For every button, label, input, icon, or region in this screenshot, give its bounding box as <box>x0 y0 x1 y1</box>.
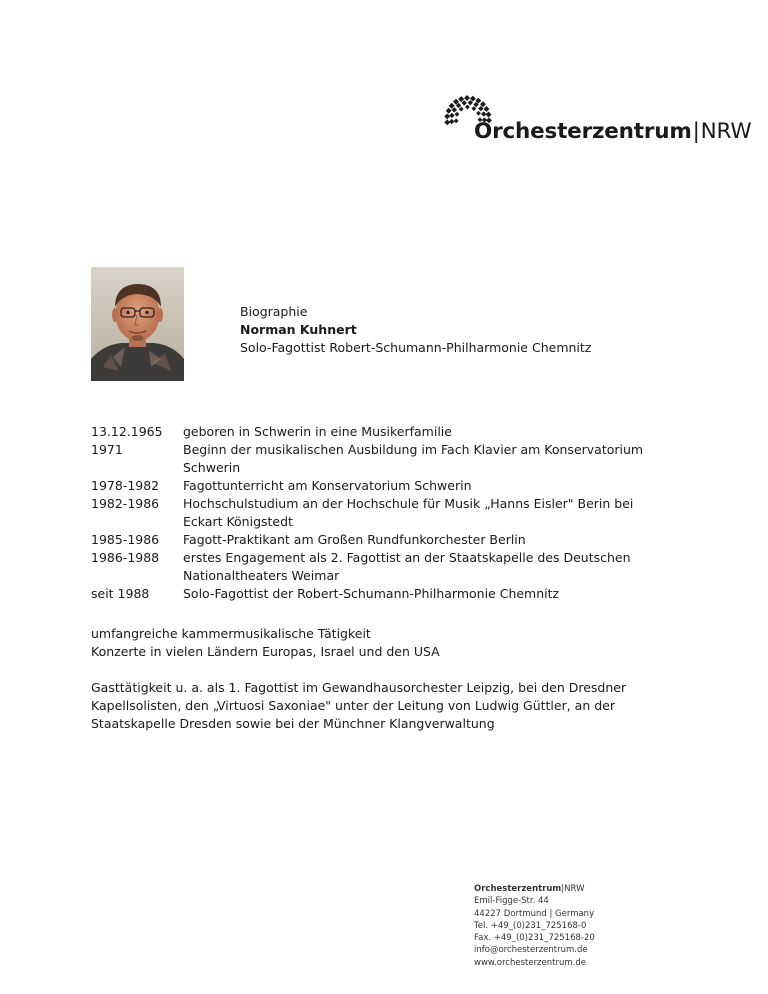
footer-address <box>474 883 595 969</box>
logo-dot <box>444 113 450 119</box>
logo-dot <box>481 111 486 116</box>
timeline-description <box>183 441 691 477</box>
description-line: Eckart Königstedt <box>183 514 293 529</box>
paragraph-line: umfangreiche kammermusikalische Tätigkeit <box>91 626 371 641</box>
logo-dot <box>476 111 481 116</box>
logo-dot <box>471 106 476 111</box>
footer-fax: Fax. +49_(0)231_725168-20 <box>474 933 595 944</box>
logo-name: Orchesterzentrum <box>474 119 692 144</box>
person-position: Solo-Fagottist Robert-Schumann-Philharmonie Chemnitz <box>240 340 592 355</box>
paragraph-line: Staatskapelle Dresden sowie bei der Münchner Klangverwaltung <box>91 716 495 731</box>
logo-dot <box>464 95 470 101</box>
logo-separator: | <box>692 119 700 144</box>
document-label: Biographie <box>240 304 308 319</box>
description-line: geboren in Schwerin in eine Musikerfamilie <box>183 424 452 439</box>
timeline-row <box>91 441 691 477</box>
description-line: Fagott-Praktikant am Großen Rundfunkorchester Berlin <box>183 532 526 547</box>
footer-street: Emil-Figge-Str. 44 <box>474 896 549 907</box>
footer-suffix: NRW <box>564 884 585 894</box>
description-line: Hochschulstudium an der Hochschule für Musik „Hanns Eisler" Berin bei <box>183 496 634 511</box>
timeline-date: seit 1988 <box>91 586 150 601</box>
footer-city: 44227 Dortmund | Germany <box>474 908 595 919</box>
description-line: Schwerin <box>183 460 241 475</box>
logo-dot <box>455 112 460 117</box>
footer-email[interactable]: info@orchesterzentrum.de <box>474 945 588 956</box>
logo-dot <box>486 112 492 118</box>
timeline-row <box>91 585 691 603</box>
paragraph-line: Gasttätigkeit u. a. als 1. Fagottist im Gewandhausorchester Leipzig, bei den Dresdner <box>91 680 627 695</box>
timeline-description <box>183 549 691 585</box>
logo-dot <box>446 108 452 114</box>
paragraph-line: Konzerte in vielen Ländern Europas, Israel und den USA <box>91 644 440 659</box>
timeline-date: 1982-1986 <box>91 496 160 511</box>
description-line: Nationaltheaters Weimar <box>183 568 340 583</box>
timeline-description <box>183 585 691 603</box>
person-name: Norman Kuhnert <box>240 322 357 337</box>
timeline-description <box>183 531 691 549</box>
footer-name: Orchesterzentrum <box>474 884 562 894</box>
timeline-date: 1986-1988 <box>91 550 160 565</box>
timeline-row <box>91 531 691 549</box>
timeline-row <box>91 549 691 585</box>
logo-dot <box>459 107 464 112</box>
cv-timeline <box>91 423 691 603</box>
guest-engagements-paragraph <box>91 679 691 733</box>
orchesterzentrum-logo <box>441 92 752 152</box>
logo-dot <box>449 119 454 124</box>
logo-dot <box>461 100 466 105</box>
description-line: erstes Engagement als 2. Fagottist an der Staatskapelle des Deutschen <box>183 550 631 565</box>
timeline-row <box>91 477 691 495</box>
timeline-description <box>183 495 691 531</box>
timeline-row <box>91 423 691 441</box>
logo-wordmark <box>474 119 751 144</box>
logo-suffix: NRW <box>700 119 752 144</box>
timeline-description <box>183 423 691 441</box>
footer-tel: Tel. +49_(0)231_725168-0 <box>474 920 587 931</box>
timeline-description <box>183 477 691 495</box>
description-line: Solo-Fagottist der Robert-Schumann-Philharmonie Chemnitz <box>183 586 560 601</box>
footer-web[interactable]: www.orchesterzentrum.de <box>474 957 586 968</box>
paragraph-line: Kapellsolisten, den „Virtuosi Saxoniae" unter der Leitung von Ludwig Güttler, an der <box>91 698 616 713</box>
logo-dot <box>483 106 489 112</box>
logo-dot <box>449 113 454 118</box>
timeline-date: 1971 <box>91 442 123 457</box>
timeline-row <box>91 495 691 531</box>
portrait-photo <box>91 267 184 381</box>
bio-header <box>240 303 591 357</box>
timeline-date: 1985-1986 <box>91 532 160 547</box>
logo-dot <box>454 118 459 123</box>
logo-dot <box>465 105 470 110</box>
timeline-date: 13.12.1965 <box>91 424 163 439</box>
chamber-music-paragraph <box>91 625 691 661</box>
footer-separator: | <box>561 884 565 894</box>
timeline-date: 1978-1982 <box>91 478 160 493</box>
footer-org-name <box>474 883 595 895</box>
description-line: Beginn der musikalischen Ausbildung im Fach Klavier am Konservatorium <box>183 442 644 457</box>
logo-dot <box>444 119 450 125</box>
description-line: Fagottunterricht am Konservatorium Schwerin <box>183 478 472 493</box>
